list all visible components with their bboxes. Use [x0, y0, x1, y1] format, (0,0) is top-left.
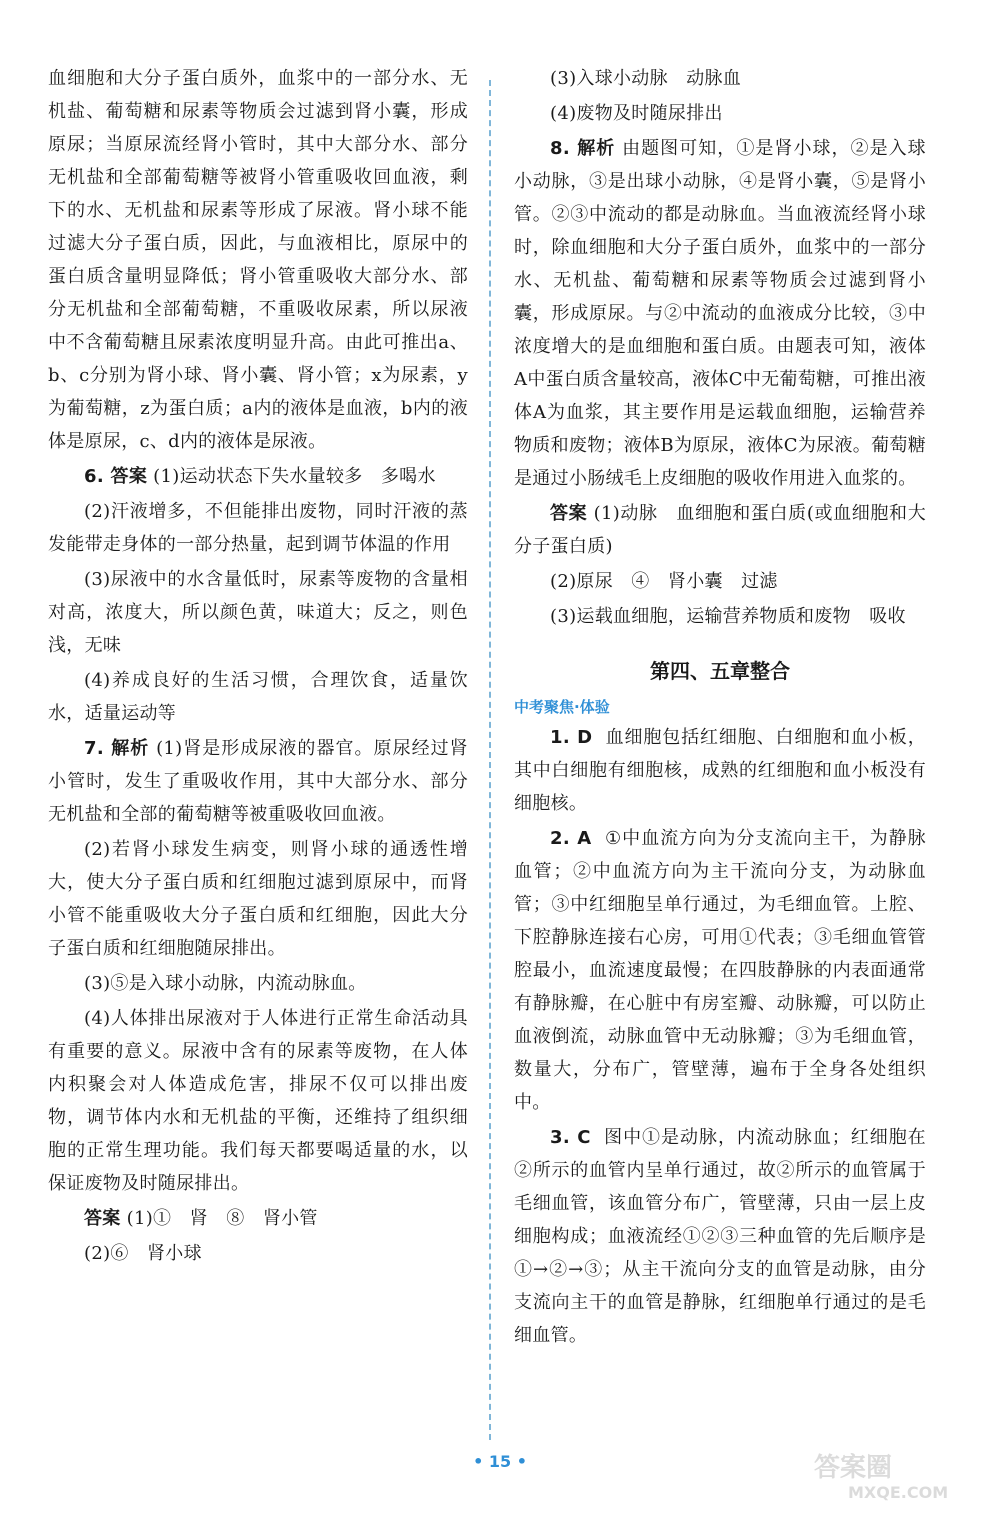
q6-answer-1 — [48, 460, 468, 493]
item-1-text: 血细胞包括红细胞、白细胞和血小板，其中白细胞有细胞核，成熟的红细胞和血小板没有细胞核。 — [514, 727, 926, 814]
item-1-label: 1. D — [550, 727, 593, 748]
q8-answer-label: 答案 — [550, 503, 588, 524]
q8-label: 8. 解析 — [550, 138, 616, 159]
q7-answer-1 — [48, 1202, 468, 1235]
item-3-label: 3. C — [550, 1127, 591, 1148]
q7-analysis-1 — [48, 732, 468, 831]
page-number: • 15 • — [473, 1452, 527, 1471]
q6-answer-4: (4)养成良好的生活习惯，合理饮食，适量饮水，适量运动等 — [48, 670, 468, 724]
q8-answer-3: (3)运载血细胞，运输营养物质和废物 吸收 — [550, 606, 906, 627]
chapter-title: 第四、五章整合 — [650, 659, 790, 683]
q7-answer-3: (3)入球小动脉 动脉血 — [550, 68, 742, 89]
q8-ans1: (1)动脉 血细胞和蛋白质(或血细胞和大分子蛋白质) — [514, 503, 926, 557]
q7-analysis-3: (3)⑤是入球小动脉，内流动脉血。 — [84, 973, 367, 994]
q7-label: 7. 解析 — [84, 738, 150, 759]
item-2-text: ①中血流方向为分支流向主干，为静脉血管；②中血流方向为主干流向分支，为动脉血管；③中红细胞呈单行通过，为毛细血管。上腔、下腔静脉连接右心房，可用①代表；③毛细血管管腔最小，血流速度最慢；在四肢静脉的内表面通常有静脉瓣，在心脏中有房室瓣、动脉瓣，可以防止血液倒流，动脉血管中无动脉瓣；③为毛细血管，数量大，分布广，管壁薄，遍布于全身各处组织中。 — [514, 828, 926, 1113]
item-3-text: 图中①是动脉，内流动脉血；红细胞在②所示的血管内呈单行通过，故②所示的血管属于毛细血管，该血管分布广，管壁薄，只由一层上皮细胞构成；血液流经①②③三种血管的先后顺序是①→②→③；从主干流向分支的血管是动脉，由分支流向主干的血管是静脉，红细胞单行通过的是毛细血管。 — [514, 1127, 926, 1346]
left-column — [48, 62, 468, 1272]
q5-explanation-cont: 血细胞和大分子蛋白质外，血浆中的一部分水、无机盐、葡萄糖和尿素等物质会过滤到肾小囊，形成原尿；当原尿流经肾小管时，其中大部分水、部分无机盐和全部葡萄糖等被肾小管重吸收回血液，剩下的水、无机盐和尿素等形成了尿液。肾小球不能过滤大分子蛋白质，因此，与血液相比，原尿中的蛋白质含量明显降低；肾小管重吸收大部分水、部分无机盐和全部葡萄糖，不重吸收尿素，所以尿液中不含葡萄糖且尿素浓度明显升高。由此可推出a、b、c分别为肾小球、肾小囊、肾小管；x为尿素，y为葡萄糖，z为蛋白质；a内的液体是血液，b内的液体是原尿，c、d内的液体是尿液。 — [48, 68, 468, 452]
q6-answer-2: (2)汗液增多，不但能排出废物，同时汗液的蒸发能带走身体的一部分热量，起到调节体温的作用 — [48, 501, 468, 555]
item-3 — [514, 1121, 926, 1352]
right-column — [514, 62, 926, 1354]
q7-analysis-2: (2)若肾小球发生病变，则肾小球的通透性增大，使大分子蛋白质和红细胞过滤到原尿中，而肾小管不能重吸收大分子蛋白质和红细胞，因此大分子蛋白质和红细胞随尿排出。 — [48, 839, 468, 959]
q8-answer-2: (2)原尿 ④ 肾小囊 过滤 — [550, 571, 778, 592]
q7-answer-4: (4)废物及时随尿排出 — [550, 103, 723, 124]
column-divider — [489, 80, 491, 1440]
q6-a1: (1)运动状态下失水量较多 多喝水 — [153, 466, 436, 487]
svg-text:MXQE.COM: MXQE.COM — [848, 1483, 949, 1502]
svg-text:答案圈: 答案圈 — [814, 1453, 893, 1483]
watermark-logo-icon — [804, 1446, 984, 1506]
q7-ans1: (1)① 肾 ⑧ 肾小管 — [126, 1208, 318, 1229]
q8-answer-1 — [514, 497, 926, 563]
q6-label: 6. 答案 — [84, 466, 148, 487]
section-title: 中考聚焦·体验 — [514, 698, 610, 716]
q7-analysis-4: (4)人体排出尿液对于人体进行正常生命活动具有重要的意义。尿液中含有的尿素等废物，在人体内积聚会对人体造成危害，排尿不仅可以排出废物，调节体内水和无机盐的平衡，还维持了组织细胞的正常生理功能。我们每天都要喝适量的水，以保证废物及时随尿排出。 — [48, 1008, 468, 1194]
q7-p1: (1)肾是形成尿液的器官。原尿经过肾小管时，发生了重吸收作用，其中大部分水、部分无机盐和全部的葡萄糖等被重吸收回血液。 — [48, 738, 468, 825]
q8-p1: 由题图可知，①是肾小球，②是入球小动脉，③是出球小动脉，④是肾小囊，⑤是肾小管。②③中流动的都是动脉血。当血液流经肾小球时，除血细胞和大分子蛋白质外，血浆中的一部分水、无机盐、葡萄糖和尿素等物质会过滤到肾小囊，形成原尿。与②中流动的血液成分比较，③中浓度增大的是血细胞和蛋白质。由题表可知，液体A中蛋白质含量较高，液体C中无葡萄糖，可推出液体A为血浆，其主要作用是运载血细胞，运输营养物质和废物；液体B为原尿，液体C为尿液。葡萄糖是通过小肠绒毛上皮细胞的吸收作用进入血浆的。 — [514, 138, 926, 489]
q7-answer-label: 答案 — [84, 1208, 121, 1229]
item-2-label: 2. A — [550, 828, 592, 849]
q8-analysis — [514, 132, 926, 495]
q7-answer-2: (2)⑥ 肾小球 — [84, 1243, 202, 1264]
q6-answer-3: (3)尿液中的水含量低时，尿素等废物的含量相对高，浓度大，所以颜色黄，味道大；反之，则色浅，无味 — [48, 569, 468, 656]
item-2 — [514, 822, 926, 1119]
item-1 — [514, 721, 926, 820]
